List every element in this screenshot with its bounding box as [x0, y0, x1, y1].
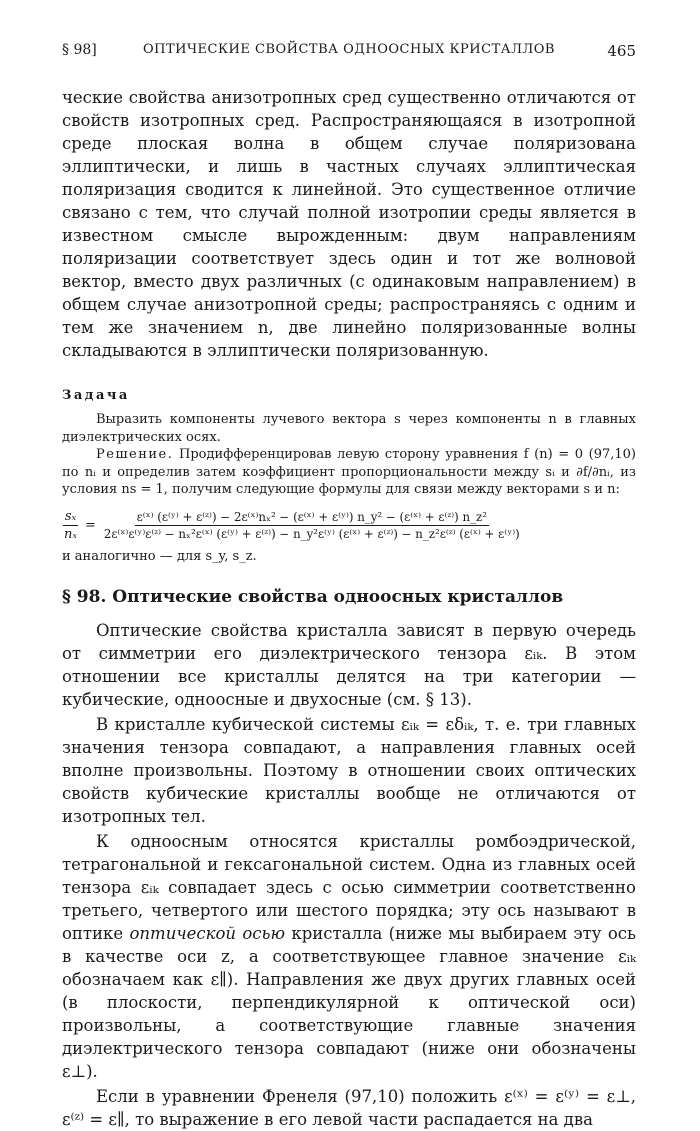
optical-axis-term: оптической осью [129, 924, 286, 943]
formula-lhs-numerator: sₓ [64, 508, 77, 524]
task-statement: Выразить компоненты лучевого вектора s через компоненты n в главных диэлектрических осях. [62, 412, 636, 445]
section-paragraph-4: Если в уравнении Френеля (97,10) положить ε⁽ˣ⁾ = ε⁽ʸ⁾ = ε⊥, ε⁽ᶻ⁾ = ε∥, то выражение в его левой части распадается на два [62, 1087, 636, 1129]
p3-text-before: К одноосным относятся кристаллы ромбоэдрической, тетрагональной и гексагональной систем. Одна из главных осей тензора εᵢₖ совпадает здесь с осью симметрии соответственно третьего, четвертого или шестого порядка; эту ось называют в оптике [62, 832, 636, 943]
formula-rhs-denominator: 2ε⁽ˣ⁾ε⁽ʸ⁾ε⁽ᶻ⁾ − nₓ²ε⁽ˣ⁾ (ε⁽ʸ⁾ + ε⁽ᶻ⁾) − n_y²ε⁽ʸ⁾ (ε⁽ˣ⁾ + ε⁽ᶻ⁾) − n_z²ε⁽ᶻ⁾ (ε⁽ˣ⁾ + ε⁽ʸ⁾) [103, 526, 520, 541]
after-formula-text: и аналогично — для s_y, s_z. [62, 548, 257, 564]
solution-label: Решение. [96, 447, 174, 462]
section-paragraph-2: В кристалле кубической системы εᵢₖ = εδᵢₖ, т. е. три главных значения тензора совпадают, а направления главных осей вполне произвольны. Поэтому в отношении своих оптических свойств кубические кристаллы вообще не отличаются от изотропных тел. [62, 715, 636, 826]
solution-text: Продифференцировав левую сторону уравнения f (n) = 0 (97,10) по nᵢ и определив затем коэффициент пропорциональности между sᵢ и ∂f/∂nᵢ, из условия ns = 1, получим следующие формулы для связи между векторами s и n: [62, 447, 636, 497]
header-title: ОПТИЧЕСКИЕ СВОЙСТВА ОДНООСНЫХ КРИСТАЛЛОВ [142, 42, 555, 57]
ray-vector-formula [62, 509, 636, 542]
task-solution [62, 446, 636, 499]
section-paragraph-3 [62, 830, 636, 1083]
header-section-ref: § 98] [62, 42, 97, 58]
section-heading: § 98. Оптические свойства одноосных кристаллов [62, 587, 564, 607]
running-head [62, 42, 636, 64]
equals-sign: = [85, 517, 96, 533]
task-heading: Задача [62, 388, 130, 403]
p3-text-after: кристалла (ниже мы выбираем эту ось в качестве оси z, а соответствующее главное значение εᵢₖ обозначаем как ε∥). Направления же двух других главных осей (в плоскости, перпендикулярной к оптической оси) произвольны, а соответствующие главные значения диэлектрического тензора совпадают (ниже они обозначены ε⊥). [62, 924, 636, 1081]
formula-rhs-numerator: ε⁽ˣ⁾ (ε⁽ʸ⁾ + ε⁽ᶻ⁾) − 2ε⁽ˣ⁾nₓ² − (ε⁽ˣ⁾ + ε⁽ʸ⁾) n_y² − (ε⁽ˣ⁾ + ε⁽ᶻ⁾) n_z² [136, 509, 487, 524]
page-number: 465 [607, 42, 636, 60]
section-paragraph-1: Оптические свойства кристалла зависят в первую очередь от симметрии его диэлектрического тензора εᵢₖ. В этом отношении все кристаллы делятся на три категории — кубические, одноосные и двухосные (см. § 13). [62, 621, 636, 709]
formula-rhs [102, 510, 522, 541]
formula-lhs-denominator: nₓ [64, 526, 77, 542]
page-body [62, 86, 636, 1131]
formula-lhs [62, 509, 79, 542]
intro-paragraph: ческие свойства анизотропных сред существенно отличаются от свойств изотропных сред. Распространяющаяся в изотропной среде плоская волна в общем случае поляризована эллиптически, и лишь в частных случаях эллиптическая поляризация сводится к линейной. Это существенное отличие связано с тем, что случай полной изотропии среды является в известном смысле вырожденным: двум направлениям поляризации соответствует здесь один и тот же волновой вектор, вместо двух различных (с одинаковым направлением) в общем случае анизотропной среды; распространяясь с одним и тем же значением n, две линейно поляризованные волны складываются в эллиптически поляризованную. [62, 88, 636, 360]
